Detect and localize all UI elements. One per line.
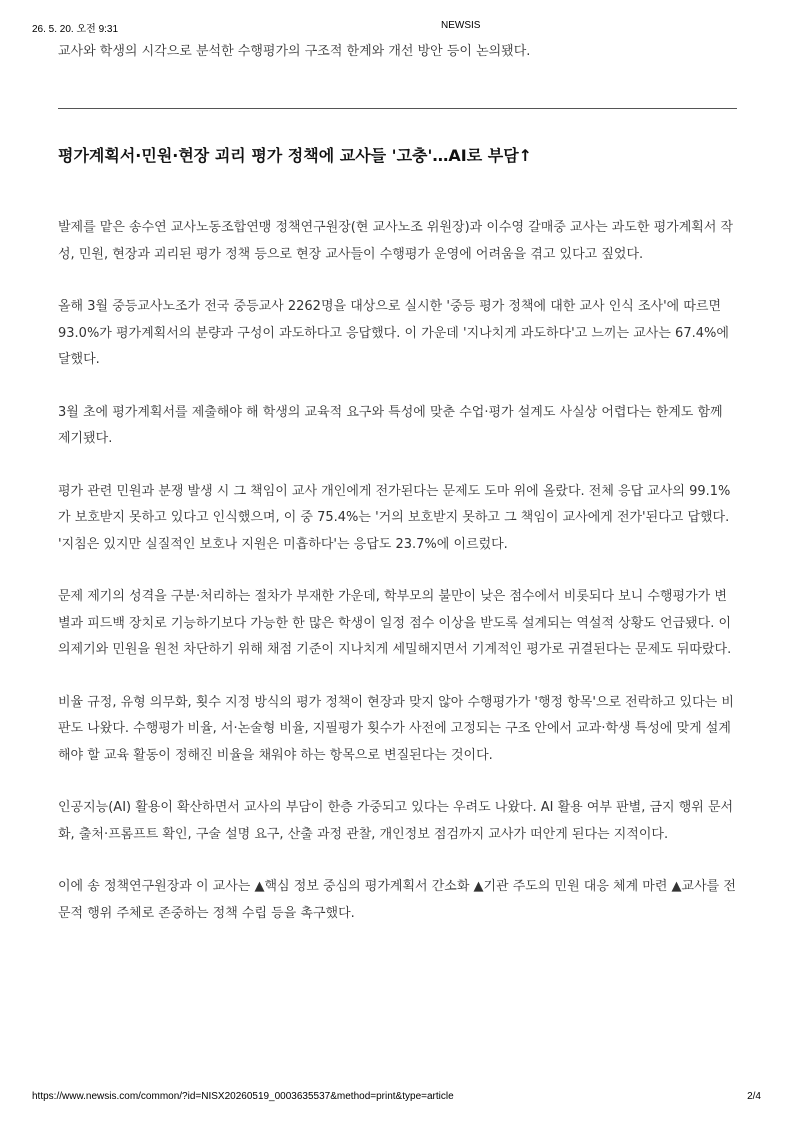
article-paragraph: 인공지능(AI) 활용이 확산하면서 교사의 부담이 한층 가중되고 있다는 우려도 나왔다. AI 활용 여부 판별, 금지 행위 문서화, 출처·프롬프트 확인, 구술 설명 요구, 산출 과정 관찰, 개인정보 점검까지 교사가 떠안게 된다는 지적이다. [58, 800, 734, 842]
print-header-date: 26. 5. 20. 오전 9:31 [32, 24, 119, 35]
section-divider [58, 108, 737, 109]
article-paragraph: 비율 규정, 유형 의무화, 횟수 지정 방식의 평가 정책이 현장과 맞지 않아 수행평가가 '행정 항목'으로 전락하고 있다는 비판도 나왔다. 수행평가 비율, 서·논술형 비율, 지필평가 횟수가 사전에 고정되는 구조 안에서 교과·학생 특성에 맞게 설계해야 할 교육 활동이 정해진 비율을 채워야 하는 항목으로 변질된다는 것이다. [58, 694, 734, 763]
print-footer-page-number: 2/4 [747, 1091, 761, 1102]
article-paragraph: 평가 관련 민원과 분쟁 발생 시 그 책임이 교사 개인에게 전가된다는 문제도 도마 위에 올랐다. 전체 응답 교사의 99.1%가 보호받지 못하고 있다고 인식했으며, 이 중 75.4%는 '거의 보호받지 못하고 그 책임이 교사에게 전가'된다고 답했다. '지침은 있지만 실질적인 보호나 지원은 미흡하다'는 응답도 23.7%에 이르렀다. [58, 483, 731, 552]
article-paragraph: 이에 송 정책연구원장과 이 교사는 ▲핵심 정보 중심의 평가계획서 간소화 ▲기관 주도의 민원 대응 체계 마련 ▲교사를 전문적 행위 주체로 존중하는 정책 수립 등을 촉구했다. [58, 879, 736, 921]
article-body [58, 40, 738, 927]
article-paragraph: 올해 3월 중등교사노조가 전국 중등교사 2262명을 대상으로 실시한 '중등 평가 정책에 대한 교사 인식 조사'에 따르면 93.0%가 평가계획서의 분량과 구성이 과도하다고 응답했다. 이 가운데 '지나치게 과도하다'고 느끼는 교사는 67.4%에 달했다. [58, 299, 729, 367]
article-paragraph: 문제 제기의 성격을 구분·처리하는 절차가 부재한 가운데, 학부모의 불만이 낮은 점수에서 비롯되다 보니 수행평가가 변별과 피드백 장치로 기능하기보다 가능한 한 많은 학생이 일정 점수 이상을 받도록 설계되는 역설적 상황도 언급됐다. 이의제기와 민원을 원천 차단하기 위해 채점 기준이 지나치게 세밀해지면서 기계적인 평가로 귀결된다는 문제도 뒤따랐다. [58, 589, 732, 657]
print-footer-url: https://www.newsis.com/common/?id=NISX20260519_0003635537&method=print&type=article [32, 1091, 454, 1102]
section-heading: 평가계획서·민원·현장 괴리 평가 정책에 교사들 '고충'…AI로 부담↑ [58, 146, 533, 165]
article-lead-text: 교사와 학생의 시각으로 분석한 수행평가의 구조적 한계와 개선 방안 등이 논의됐다. [58, 44, 531, 59]
print-header-site-name: NEWSIS [441, 20, 481, 31]
article-paragraph: 발제를 맡은 송수연 교사노동조합연맹 정책연구원장(현 교사노조 위원장)과 이수영 갈매중 교사는 과도한 평가계획서 작성, 민원, 현장과 괴리된 평가 정책 등으로 현장 교사들이 수행평가 운영에 어려움을 겪고 있다고 짚었다. [58, 220, 734, 262]
article-paragraph: 3월 초에 평가계획서를 제출해야 해 학생의 교육적 요구와 특성에 맞춘 수업·평가 설계도 사실상 어렵다는 한계도 함께 제기됐다. [58, 404, 723, 446]
